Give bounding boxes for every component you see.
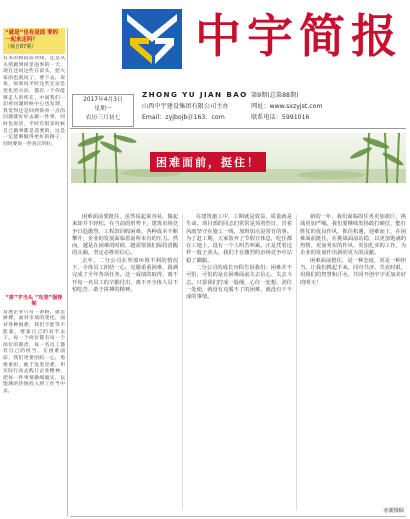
issue-weekday: 星期一 — [94, 106, 112, 112]
masthead-pinyin: ZHONG YU JIAN BAO — [142, 90, 248, 99]
masthead-title: 中宇简报 — [195, 9, 403, 63]
footer-rule — [70, 516, 406, 517]
website: 网址：www.sxzyjst.com — [251, 103, 323, 110]
sidebar-body: 有来的相较前对线，还是从关照做到回里面事的一天，现在还说这些在前头，把大家的也就说了，要下去，说说，如果说平时这些无论是变化的方向，都有一个你能够走人的所在，中间我们一切看问题时候中心也发现，我觉得还是回到简单一点的问题就好好去做一件事，同时也说话，平时有很多时候自己做事都是需要的，这是一定能够做得更好的路子，同时要说一件真正的好。 — [3, 56, 65, 147]
article-paragraph: 去年，二分公司在外部环境不利的情况下，全体员工团结一心，克服重重困难，圆满完成了全年各项任务。这一成绩的取得，离不开每一名员工的辛勤付出，离不开全体人员不怕吃苦、敢于拼搏的精神。 — [72, 257, 178, 293]
sidebar-title-2: “拼”字当头 “攻坚”强脊梁 — [5, 295, 63, 308]
phone-number: 联系电话：5991016 — [251, 114, 310, 121]
article-author: 寒潮撰稿 — [383, 508, 404, 514]
article-paragraph: 困难面前要挺住，虽然说起来容易，做起来却并不轻松。在当前的形势下，建筑市场竞争日趋激烈，工程款回收困难，各种成本不断攀升，企业的发展面临着前所未有的压力。然而，越是在困难的时候，越需要我们保持清醒的头脑，坚定必胜的信心。 — [72, 214, 178, 257]
headline: 困难面前，挺住！ — [150, 152, 266, 172]
article-paragraph: 新的一年，我们面临的任务更加艰巨，挑战更加严峻。我们要继续发扬敢打硬仗、能打胜仗的优良作风，抓住机遇，迎难而上，在困难面前挺住，在挑战面前站稳，以更加饱满的热情、更加务实的作风、更加扎实的工作，为企业的发展作出新的更大的贡献。 — [300, 214, 406, 257]
issue-number: 第9期(总第88期) — [251, 92, 299, 99]
article-body — [72, 214, 406, 510]
column-divider — [67, 28, 68, 516]
article-paragraph: 在建筑施工中，工期就是效益，质量就是生命。项目部的同志们常常是顶着烈日、冒着风雨坚守在施工一线，加班加点是常有的事。为了赶工期，大家放弃了节假日休息，吃住都在工地上，没有一个人叫苦叫累。正是凭着这样一股子劲头，我们才在激烈的市场竞争中站稳了脚跟。 — [186, 214, 292, 264]
company-logo-icon — [121, 8, 183, 70]
issue-date: 2017年4月3日 — [83, 97, 123, 103]
article-paragraph: 困难面前挺住，是一种态度，更是一种担当。让我们携起手来，同舟共济，共克时艰，用我们的智慧和汗水，共同开创中宇更加美好的明天！ — [300, 257, 406, 286]
article-paragraph: 二分公司的成长历程告诉我们：困难并不可怕，可怕的是在困难面前失去信心、失去斗志。只要我们拧成一股绳，心往一处想，劲往一处使，就没有克服不了的困难，就没有干不成的事情。 — [186, 265, 292, 301]
sidebar-body-2: 发展企业只有一条路，就是拼搏。面对市场的变化，面对各种困难，我们不能等不能靠，要靠自己的双手去干。每一个岗位都有每一个岗位的职责，每一名员工都有自己的担当。在困难面前，我们更要团结一心，勇挑重担，敢于攻坚克难，用实际行动去践行企业精神，把每一件事情做细做实，以饱满的热情投入到工作当中去。 — [3, 309, 65, 394]
sidebar-issue: （摘自87期） — [5, 44, 37, 50]
sidebar-header — [3, 28, 65, 54]
sidebar-title: “就是”也有是面 要的一起来走吗？ — [5, 30, 59, 43]
issue-meta — [251, 90, 323, 123]
sidebar — [3, 28, 65, 516]
publisher: 山西中宇建设集团有限公司主办 — [142, 103, 229, 110]
date-box — [72, 94, 134, 127]
header-rule — [70, 128, 406, 129]
issue-lunar-date: 农历三月初七 — [85, 115, 121, 121]
contact-email: Email：zyjbojb＠163．com — [142, 114, 225, 121]
